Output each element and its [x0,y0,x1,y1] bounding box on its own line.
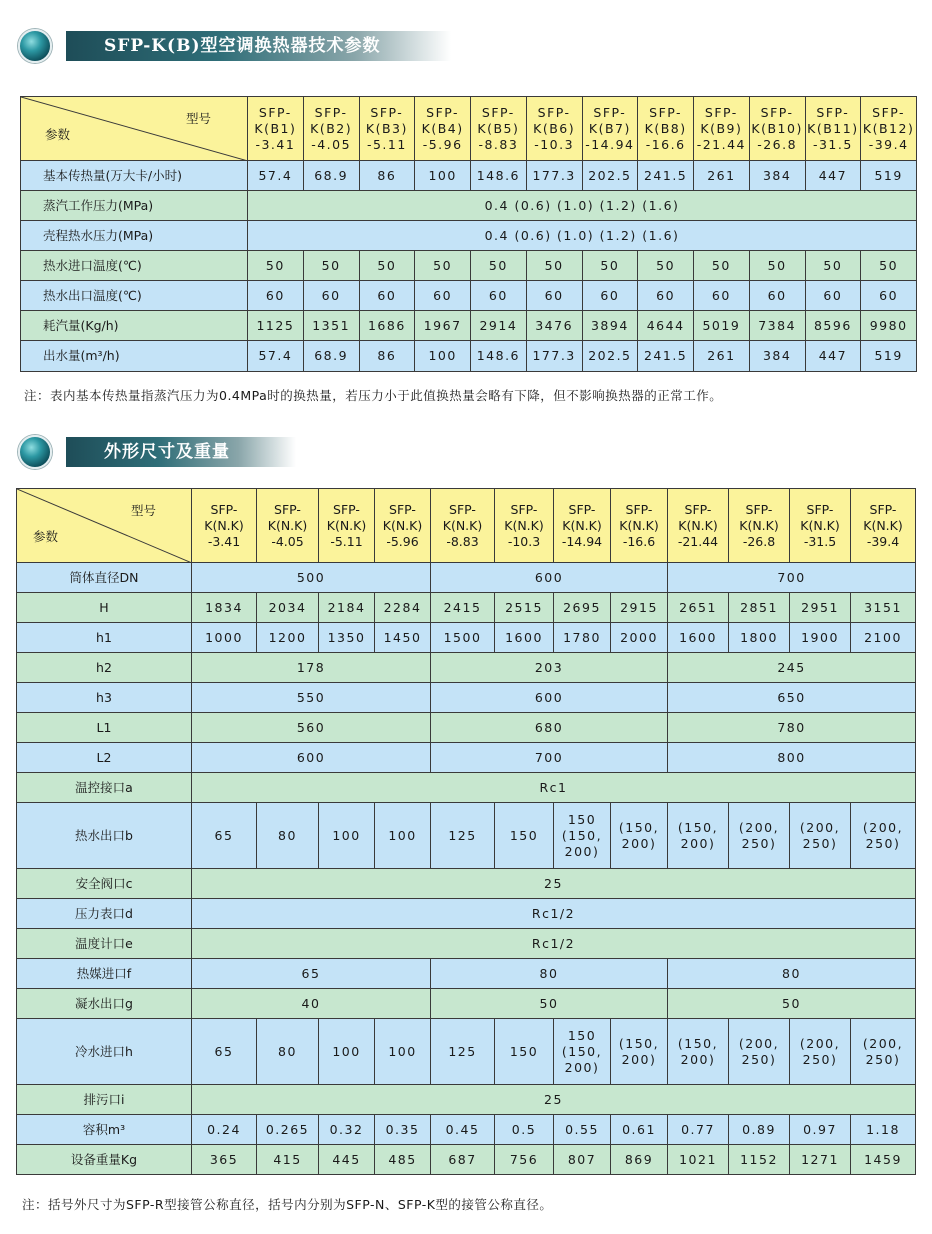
value-cell-group: 650 [668,683,916,713]
value-cell-group: 80 [431,959,668,989]
model-header-cell [611,489,668,563]
value-cell: 100 [415,161,471,191]
row-label: 筒体直径DN [17,563,192,593]
row-label: 设备重量Kg [17,1145,192,1175]
value-cell: 60 [638,281,694,311]
value-cell: 125 [431,803,495,869]
model-name-line: -39.4 [866,533,900,549]
header-param-label: 参数 [45,127,71,142]
value-cell: 50 [805,251,861,281]
value-cell: 202.5 [582,161,638,191]
value-cell: 50 [471,251,527,281]
model-name-line: K(B5) [477,120,520,136]
model-name-line: SFP- [389,501,416,517]
row-label: 热水出口温度(℃) [21,281,248,311]
value-cell: 447 [805,341,861,372]
model-name-line: -5.11 [366,136,407,152]
value-cell: 3476 [526,311,582,341]
value-cell: 177.3 [526,341,582,372]
row-label: 基本传热量(万大卡/小时) [21,161,248,191]
value-cell-span: 25 [192,869,916,899]
model-header-cell [805,97,861,161]
value-cell: 60 [359,281,415,311]
value-cell: 0.45 [431,1115,495,1145]
model-name-line: -5.96 [422,136,463,152]
row-label: h3 [17,683,192,713]
value-cell-group: 700 [668,563,916,593]
value-cell-span: 25 [192,1085,916,1115]
value-cell: 65 [192,803,257,869]
value-cell: 100 [415,341,471,372]
model-header-cell [790,489,851,563]
value-cell: 445 [319,1145,375,1175]
section1-heading [18,26,451,66]
value-cell: 80 [257,803,319,869]
model-name-line: -5.11 [330,533,363,549]
model-header-cell [375,489,431,563]
value-cell: 60 [415,281,471,311]
model-name-line: -39.4 [868,136,909,152]
model-name-line: SFP- [568,501,596,517]
row-label: h1 [17,623,192,653]
model-name-line: SFP- [537,104,571,120]
value-cell: (200, 250) [729,803,790,869]
row-label: 凝水出口g [17,989,192,1019]
value-cell: 2695 [554,593,611,623]
value-cell: 65 [192,1019,257,1085]
model-name-line: -14.94 [585,136,635,152]
value-cell: 4644 [638,311,694,341]
value-cell: 3151 [851,593,916,623]
value-cell: 68.9 [303,341,359,372]
model-name-line: -10.3 [507,533,541,549]
header-model-label: 型号 [186,111,212,126]
value-cell: 485 [375,1145,431,1175]
value-cell: 519 [861,341,917,372]
model-name-line: SFP- [370,104,404,120]
model-name-line: -3.41 [207,533,241,549]
value-cell: 1350 [319,623,375,653]
model-name-line: SFP- [806,501,834,517]
model-name-line: K(N.K) [619,517,659,533]
value-cell: 2100 [851,623,916,653]
value-cell: 60 [248,281,304,311]
value-cell-group: 40 [192,989,431,1019]
value-cell: 150 (150, 200) [554,1019,611,1085]
model-header-cell [319,489,375,563]
value-cell-group: 245 [668,653,916,683]
model-name-line: SFP- [649,104,683,120]
model-header-cell [861,97,917,161]
value-cell: 3894 [582,311,638,341]
model-name-line: -21.44 [677,533,719,549]
model-name-line: -4.05 [271,533,304,549]
value-cell: 261 [694,161,750,191]
value-cell: 1.18 [851,1115,916,1145]
value-cell: 60 [471,281,527,311]
value-cell: 0.89 [729,1115,790,1145]
row-label: 安全阀口c [17,869,192,899]
section1-title: SFP-K(B)型空调换热器技术参数 [66,31,451,61]
model-name-line: SFP- [872,104,906,120]
row-label: 耗汽量(Kg/h) [21,311,248,341]
section2-title: 外形尺寸及重量 [66,437,296,467]
model-header-cell [729,489,790,563]
model-name-line: -14.94 [561,533,603,549]
model-name-line: -4.05 [311,136,352,152]
value-cell: 9980 [861,311,917,341]
value-cell: 1800 [729,623,790,653]
value-cell-span: Rc1/2 [192,899,916,929]
value-cell: 57.4 [248,161,304,191]
model-header-cell [415,97,471,161]
model-name-line: -16.6 [622,533,656,549]
value-cell: 384 [749,161,805,191]
value-cell: 1780 [554,623,611,653]
model-name-line: K(B3) [365,120,408,136]
model-name-line: K(B2) [310,120,353,136]
model-header-cell [851,489,916,563]
model-header-cell [248,97,304,161]
model-name-line: K(N.K) [326,517,367,533]
model-header-cell [495,489,554,563]
row-label: 出水量(m³/h) [21,341,248,372]
value-cell: 1500 [431,623,495,653]
value-cell: 1459 [851,1145,916,1175]
value-cell: 50 [694,251,750,281]
value-cell: 1600 [495,623,554,653]
row-label: L2 [17,743,192,773]
value-cell: 50 [638,251,694,281]
row-label: 壳程热水压力(MPa) [21,221,248,251]
value-cell: 60 [805,281,861,311]
value-cell: 2284 [375,593,431,623]
value-cell: 150 [495,803,554,869]
value-cell: 100 [319,803,375,869]
model-name-line: K(N.K) [267,517,308,533]
value-cell: 60 [749,281,805,311]
model-name-line: -8.83 [478,136,519,152]
model-name-line: SFP- [314,104,348,120]
value-cell: 50 [526,251,582,281]
value-cell: 0.55 [554,1115,611,1145]
model-name-line: SFP- [625,501,653,517]
value-cell: 2415 [431,593,495,623]
model-name-line: K(B6) [533,120,576,136]
row-label: 压力表口d [17,899,192,929]
value-cell: 1900 [790,623,851,653]
value-cell: 2951 [790,593,851,623]
value-cell-group: 600 [431,563,668,593]
value-cell: 415 [257,1145,319,1175]
value-cell: (150, 200) [668,803,729,869]
value-cell: 50 [248,251,304,281]
model-header-cell [749,97,805,161]
model-name-line: K(B10) [751,120,803,136]
model-name-line: K(N.K) [562,517,602,533]
value-cell: 0.35 [375,1115,431,1145]
value-cell: 7384 [749,311,805,341]
value-cell: 1000 [192,623,257,653]
model-header-cell [582,97,638,161]
value-cell: 2651 [668,593,729,623]
value-cell-span: Rc1/2 [192,929,916,959]
value-cell: 0.32 [319,1115,375,1145]
value-cell: 0.77 [668,1115,729,1145]
value-cell: 2184 [319,593,375,623]
model-name-line: K(N.K) [863,517,903,533]
value-cell: 60 [526,281,582,311]
value-cell: 0.61 [611,1115,668,1145]
model-name-line: SFP- [510,501,538,517]
header-param-label: 参数 [33,529,59,544]
model-name-line: -26.8 [757,136,798,152]
model-name-line: SFP- [210,501,238,517]
value-cell: (200, 250) [790,1019,851,1085]
model-name-line: -8.83 [446,533,479,549]
value-cell-group: 800 [668,743,916,773]
model-header-cell [668,489,729,563]
value-cell: 57.4 [248,341,304,372]
model-header-cell [303,97,359,161]
value-cell: 2915 [611,593,668,623]
value-cell: 80 [257,1019,319,1085]
model-name-line: SFP- [869,501,897,517]
value-cell-group: 500 [192,563,431,593]
value-cell: 447 [805,161,861,191]
value-cell-group: 550 [192,683,431,713]
value-cell: 756 [495,1145,554,1175]
model-name-line: SFP- [449,501,476,517]
model-name-line: -3.41 [255,136,296,152]
value-cell: 68.9 [303,161,359,191]
value-cell: 1351 [303,311,359,341]
value-cell-group: 560 [192,713,431,743]
bullet-ball-icon [18,29,52,63]
value-cell: 1686 [359,311,415,341]
value-cell-group: 600 [192,743,431,773]
value-cell: 50 [415,251,471,281]
value-cell-group: 680 [431,713,668,743]
row-label: 排污口i [17,1085,192,1115]
spec-table [20,96,917,372]
model-header-cell [359,97,415,161]
row-label: 温度计口e [17,929,192,959]
value-cell: 50 [582,251,638,281]
dimension-table-note: 注：括号外尺寸为SFP-R型接管公称直径，括号内分别为SFP-N、SFP-K型的接管公称直径。 [22,1197,553,1212]
value-cell: 150 (150, 200) [554,803,611,869]
model-name-line: K(B11) [807,120,859,136]
value-cell: 148.6 [471,161,527,191]
value-cell: 150 [495,1019,554,1085]
value-cell: 5019 [694,311,750,341]
value-cell: 2000 [611,623,668,653]
model-name-line: SFP- [593,104,627,120]
section2-heading [18,432,296,472]
model-name-line: K(B4) [421,120,464,136]
value-cell-span: 0.4 (0.6) (1.0) (1.2) (1.6) [248,191,917,221]
model-name-line: SFP- [704,104,738,120]
value-cell: 1271 [790,1145,851,1175]
value-cell: 241.5 [638,341,694,372]
model-name-line: SFP- [258,104,292,120]
value-cell: 1967 [415,311,471,341]
value-cell-group: 700 [431,743,668,773]
value-cell: 519 [861,161,917,191]
model-name-line: SFP- [760,104,794,120]
value-cell: 2914 [471,311,527,341]
model-name-line: -31.5 [803,533,837,549]
value-cell-group: 65 [192,959,431,989]
model-name-line: SFP- [745,501,773,517]
value-cell-group: 80 [668,959,916,989]
model-name-line: SFP- [333,501,360,517]
value-cell: 1200 [257,623,319,653]
row-label: 热水出口b [17,803,192,869]
value-cell: 60 [582,281,638,311]
model-name-line: K(N.K) [504,517,544,533]
model-header-cell [554,489,611,563]
value-cell: 2851 [729,593,790,623]
value-cell: 8596 [805,311,861,341]
row-label: 蒸汽工作压力(MPa) [21,191,248,221]
value-cell: (150, 200) [611,803,668,869]
model-header-cell [431,489,495,563]
value-cell: 100 [375,1019,431,1085]
value-cell: 202.5 [582,341,638,372]
value-cell-group: 600 [431,683,668,713]
value-cell: 0.5 [495,1115,554,1145]
value-cell-span: Rc1 [192,773,916,803]
value-cell: 241.5 [638,161,694,191]
header-diagonal-cell [17,489,192,563]
value-cell: 86 [359,161,415,191]
model-name-line: K(B12) [862,120,915,136]
model-name-line: K(B9) [700,120,743,136]
header-diagonal-cell [21,97,248,161]
value-cell: 687 [431,1145,495,1175]
value-cell: 100 [375,803,431,869]
model-name-line: SFP- [481,104,515,120]
value-cell: 125 [431,1019,495,1085]
value-cell: 365 [192,1145,257,1175]
model-name-line: SFP- [274,501,301,517]
model-name-line: SFP- [684,501,712,517]
value-cell: 0.97 [790,1115,851,1145]
value-cell: 1021 [668,1145,729,1175]
model-name-line: K(N.K) [739,517,779,533]
row-label: 容积m³ [17,1115,192,1145]
model-name-line: -16.6 [645,136,686,152]
model-name-line: -10.3 [534,136,575,152]
value-cell-group: 203 [431,653,668,683]
value-cell: 869 [611,1145,668,1175]
value-cell: 177.3 [526,161,582,191]
bullet-ball-icon [18,435,52,469]
model-name-line: K(B8) [644,120,687,136]
model-name-line: K(N.K) [382,517,423,533]
header-model-label: 型号 [131,503,157,518]
value-cell: 2034 [257,593,319,623]
model-header-cell [471,97,527,161]
value-cell: 1152 [729,1145,790,1175]
model-name-line: SFP- [816,104,850,120]
model-name-line: -21.44 [696,136,747,152]
value-cell: 261 [694,341,750,372]
value-cell: 0.24 [192,1115,257,1145]
value-cell: 50 [303,251,359,281]
value-cell-group: 50 [431,989,668,1019]
model-name-line: K(B1) [254,120,297,136]
model-name-line: K(N.K) [678,517,718,533]
row-label: h2 [17,653,192,683]
value-cell: 1834 [192,593,257,623]
value-cell: 86 [359,341,415,372]
value-cell: 2515 [495,593,554,623]
spec-table-note: 注：表内基本传热量指蒸汽压力为0.4MPa时的换热量，若压力小于此值换热量会略有下降，但不影响换热器的正常工作。 [24,388,723,403]
model-name-line: K(N.K) [204,517,244,533]
model-name-line: -5.96 [386,533,419,549]
model-name-line: K(N.K) [800,517,840,533]
value-cell-group: 780 [668,713,916,743]
row-label: 冷水进口h [17,1019,192,1085]
value-cell: (150, 200) [668,1019,729,1085]
row-label: H [17,593,192,623]
row-label: L1 [17,713,192,743]
value-cell-group: 178 [192,653,431,683]
value-cell: (200, 250) [729,1019,790,1085]
value-cell: 384 [749,341,805,372]
value-cell: 100 [319,1019,375,1085]
value-cell: 60 [694,281,750,311]
model-name-line: K(B7) [588,120,631,136]
row-label: 热水进口温度(℃) [21,251,248,281]
model-header-cell [192,489,257,563]
value-cell: (150, 200) [611,1019,668,1085]
model-name-line: -31.5 [812,136,853,152]
value-cell: (200, 250) [851,803,916,869]
diagonal-line [17,489,192,563]
value-cell: 50 [359,251,415,281]
value-cell-span: 0.4 (0.6) (1.0) (1.2) (1.6) [248,221,917,251]
value-cell-group: 50 [668,989,916,1019]
value-cell: 148.6 [471,341,527,372]
value-cell: 50 [749,251,805,281]
value-cell: 0.265 [257,1115,319,1145]
value-cell: 60 [303,281,359,311]
model-header-cell [257,489,319,563]
model-name-line: K(N.K) [442,517,483,533]
value-cell: 1125 [248,311,304,341]
value-cell: 807 [554,1145,611,1175]
value-cell: 1450 [375,623,431,653]
model-header-cell [526,97,582,161]
value-cell: 1600 [668,623,729,653]
model-name-line: SFP- [426,104,460,120]
dimension-table [16,488,916,1175]
row-label: 热媒进口f [17,959,192,989]
value-cell: (200, 250) [790,803,851,869]
row-label: 温控接口a [17,773,192,803]
model-header-cell [638,97,694,161]
value-cell: (200, 250) [851,1019,916,1085]
model-name-line: -26.8 [742,533,776,549]
value-cell: 50 [861,251,917,281]
value-cell: 60 [861,281,917,311]
model-header-cell [694,97,750,161]
